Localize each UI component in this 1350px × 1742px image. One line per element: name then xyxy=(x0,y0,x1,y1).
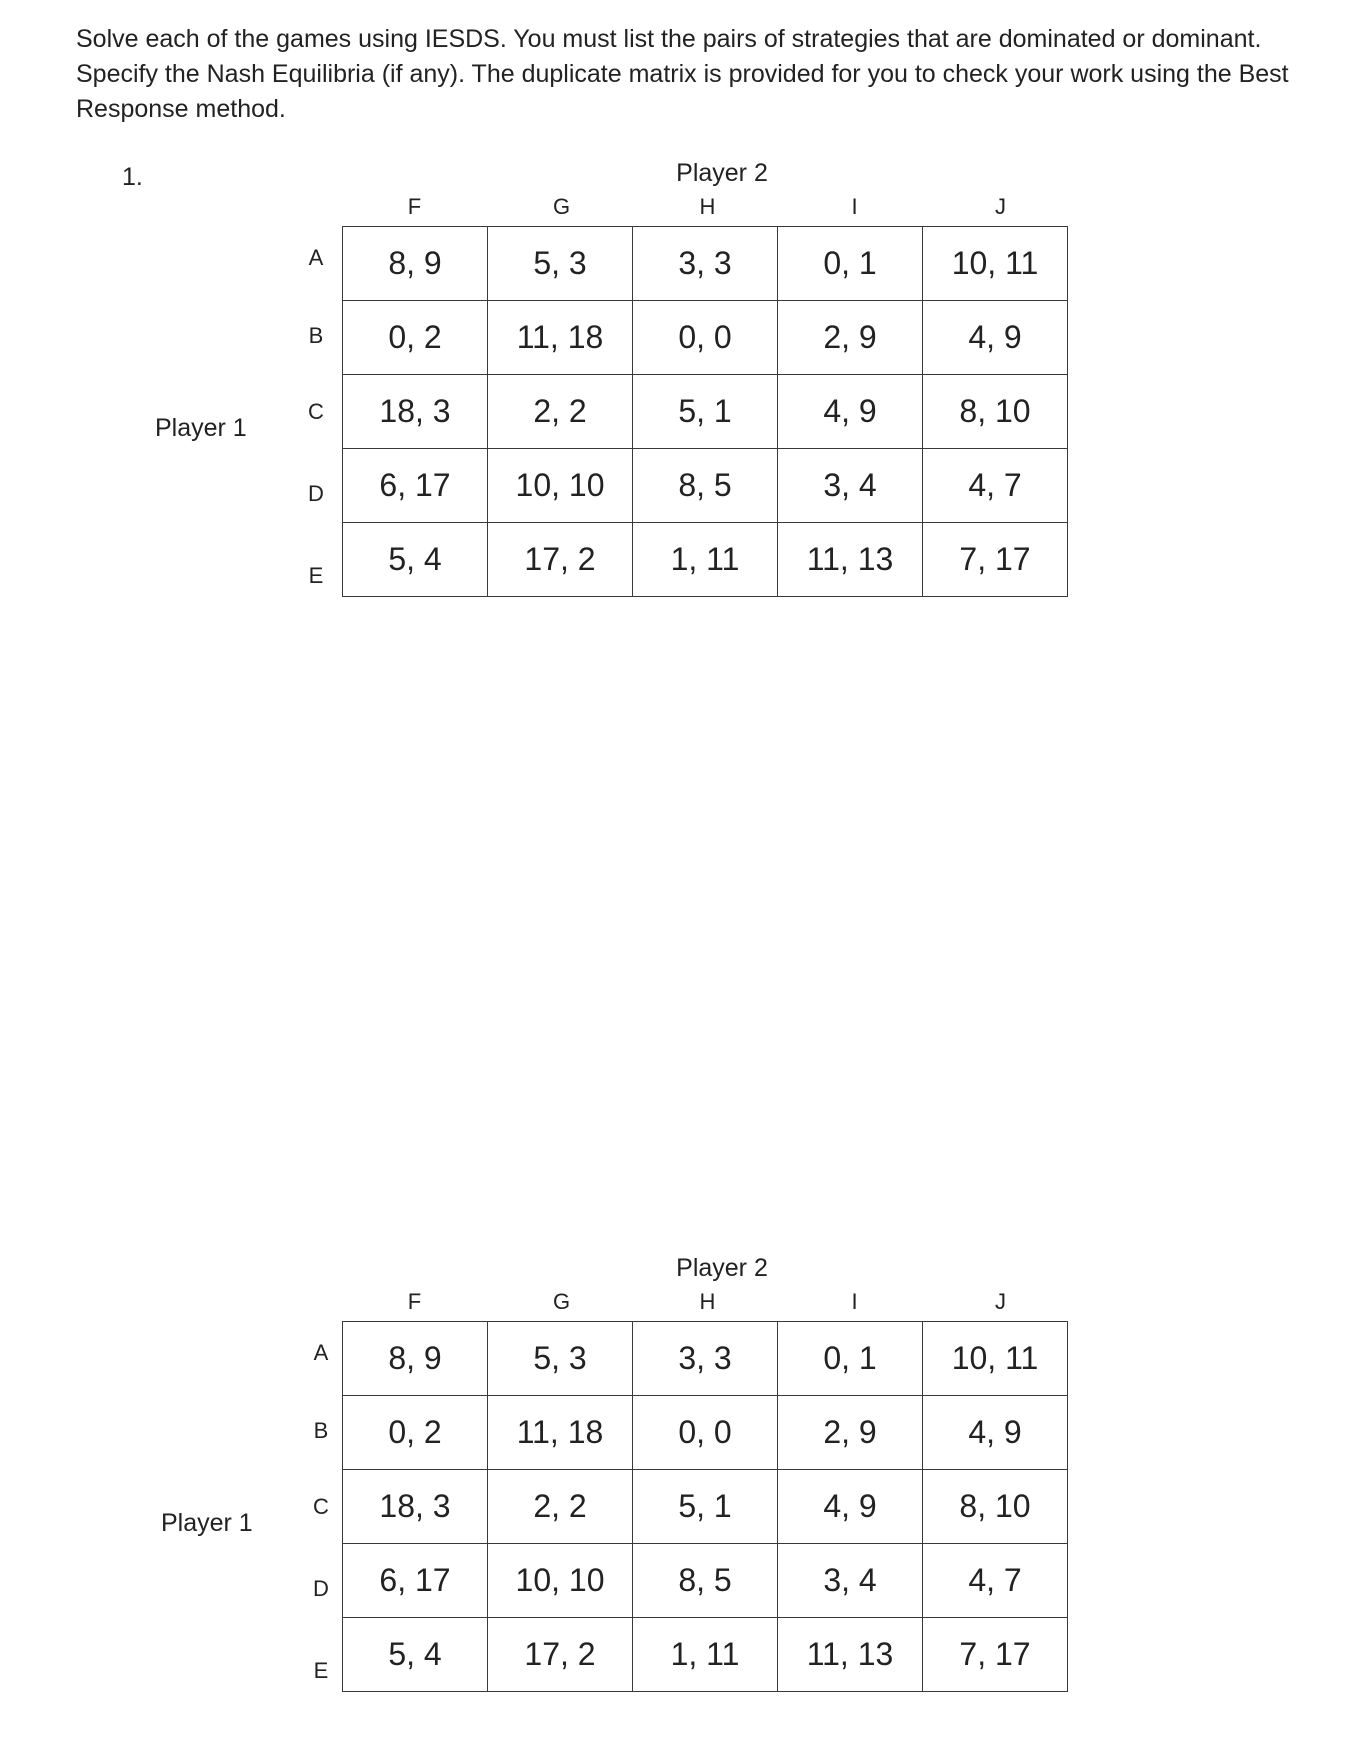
payoff-cell: 8, 5 xyxy=(633,449,778,523)
payoff-cell: 4, 9 xyxy=(778,1470,923,1544)
payoff-game-original xyxy=(0,158,1350,598)
payoff-cell: 11, 13 xyxy=(778,523,923,597)
payoff-cell: 6, 17 xyxy=(343,449,488,523)
payoff-cell: 5, 4 xyxy=(343,1618,488,1692)
payoff-cell: 4, 7 xyxy=(923,1544,1068,1618)
payoff-cell: 3, 4 xyxy=(778,449,923,523)
payoff-cell: 6, 17 xyxy=(343,1544,488,1618)
column-label-g: G xyxy=(552,1289,571,1314)
payoff-cell: 17, 2 xyxy=(488,523,633,597)
payoff-cell: 0, 0 xyxy=(633,301,778,375)
payoff-cell: 5, 1 xyxy=(633,375,778,449)
payoff-cell: 4, 9 xyxy=(778,375,923,449)
payoff-cell: 1, 11 xyxy=(633,1618,778,1692)
row-label-a: A xyxy=(313,1340,329,1365)
payoff-cell: 11, 18 xyxy=(488,301,633,375)
row-label-e: E xyxy=(313,1658,329,1683)
payoff-cell: 18, 3 xyxy=(343,375,488,449)
row-label-d: D xyxy=(313,1576,329,1601)
column-label-g: G xyxy=(552,194,571,219)
payoff-game-duplicate xyxy=(0,1253,1350,1693)
payoff-cell: 5, 1 xyxy=(633,1470,778,1544)
payoff-cell: 5, 4 xyxy=(343,523,488,597)
matrix-row-a xyxy=(343,1322,1068,1396)
payoff-cell: 10, 10 xyxy=(488,449,633,523)
problem-number: 1. xyxy=(122,163,143,191)
column-label-h: H xyxy=(699,1289,716,1314)
payoff-cell: 8, 10 xyxy=(923,375,1068,449)
payoff-cell: 4, 9 xyxy=(923,1396,1068,1470)
payoff-cell: 10, 11 xyxy=(923,227,1068,301)
payoff-cell: 10, 10 xyxy=(488,1544,633,1618)
column-label-i: I xyxy=(851,1289,858,1314)
matrix-row-e xyxy=(343,523,1068,597)
player2-label: Player 2 xyxy=(676,159,768,187)
payoff-matrix xyxy=(342,1321,1068,1692)
matrix-row-d xyxy=(343,1544,1068,1618)
player2-label: Player 2 xyxy=(676,1254,768,1282)
player1-label: Player 1 xyxy=(161,1509,253,1537)
payoff-cell: 4, 9 xyxy=(923,301,1068,375)
payoff-cell: 3, 3 xyxy=(633,1322,778,1396)
matrix-row-b xyxy=(343,1396,1068,1470)
payoff-cell: 11, 13 xyxy=(778,1618,923,1692)
matrix-row-c xyxy=(343,375,1068,449)
payoff-cell: 0, 0 xyxy=(633,1396,778,1470)
payoff-cell: 0, 2 xyxy=(343,1396,488,1470)
column-label-f: F xyxy=(407,194,422,219)
payoff-cell: 3, 3 xyxy=(633,227,778,301)
column-label-j: J xyxy=(995,1289,1006,1314)
payoff-cell: 5, 3 xyxy=(488,227,633,301)
payoff-cell: 11, 18 xyxy=(488,1396,633,1470)
column-label-j: J xyxy=(995,194,1006,219)
matrix-row-b xyxy=(343,301,1068,375)
payoff-cell: 7, 17 xyxy=(923,523,1068,597)
payoff-cell: 8, 5 xyxy=(633,1544,778,1618)
payoff-cell: 3, 4 xyxy=(778,1544,923,1618)
payoff-matrix xyxy=(342,226,1068,597)
column-label-f: F xyxy=(407,1289,422,1314)
column-label-h: H xyxy=(699,194,716,219)
column-label-i: I xyxy=(851,194,858,219)
matrix-row-e xyxy=(343,1618,1068,1692)
payoff-cell: 2, 9 xyxy=(778,1396,923,1470)
row-label-e: E xyxy=(308,563,324,588)
row-label-b: B xyxy=(308,323,324,348)
row-label-a: A xyxy=(308,245,324,270)
payoff-cell: 17, 2 xyxy=(488,1618,633,1692)
payoff-cell: 10, 11 xyxy=(923,1322,1068,1396)
payoff-cell: 1, 11 xyxy=(633,523,778,597)
payoff-cell: 0, 2 xyxy=(343,301,488,375)
row-label-c: C xyxy=(308,399,324,424)
payoff-cell: 7, 17 xyxy=(923,1618,1068,1692)
row-label-d: D xyxy=(308,481,324,506)
row-label-b: B xyxy=(313,1418,329,1443)
payoff-cell: 8, 9 xyxy=(343,1322,488,1396)
payoff-cell: 5, 3 xyxy=(488,1322,633,1396)
instructions-text: Solve each of the games using IESDS. You must list the pairs of strategies that are dominated or dominant. Specify the Nash Equilibria (if any). The duplicate matrix is provided for you to check your work using the Best Response method. xyxy=(76,25,1289,123)
payoff-cell: 2, 2 xyxy=(488,375,633,449)
payoff-cell: 8, 10 xyxy=(923,1470,1068,1544)
matrix-row-d xyxy=(343,449,1068,523)
payoff-cell: 4, 7 xyxy=(923,449,1068,523)
row-label-c: C xyxy=(313,1494,329,1519)
payoff-cell: 2, 9 xyxy=(778,301,923,375)
payoff-cell: 8, 9 xyxy=(343,227,488,301)
matrix-row-a xyxy=(343,227,1068,301)
payoff-cell: 2, 2 xyxy=(488,1470,633,1544)
matrix-row-c xyxy=(343,1470,1068,1544)
player1-label: Player 1 xyxy=(155,414,247,442)
payoff-cell: 0, 1 xyxy=(778,227,923,301)
payoff-cell: 0, 1 xyxy=(778,1322,923,1396)
payoff-cell: 18, 3 xyxy=(343,1470,488,1544)
